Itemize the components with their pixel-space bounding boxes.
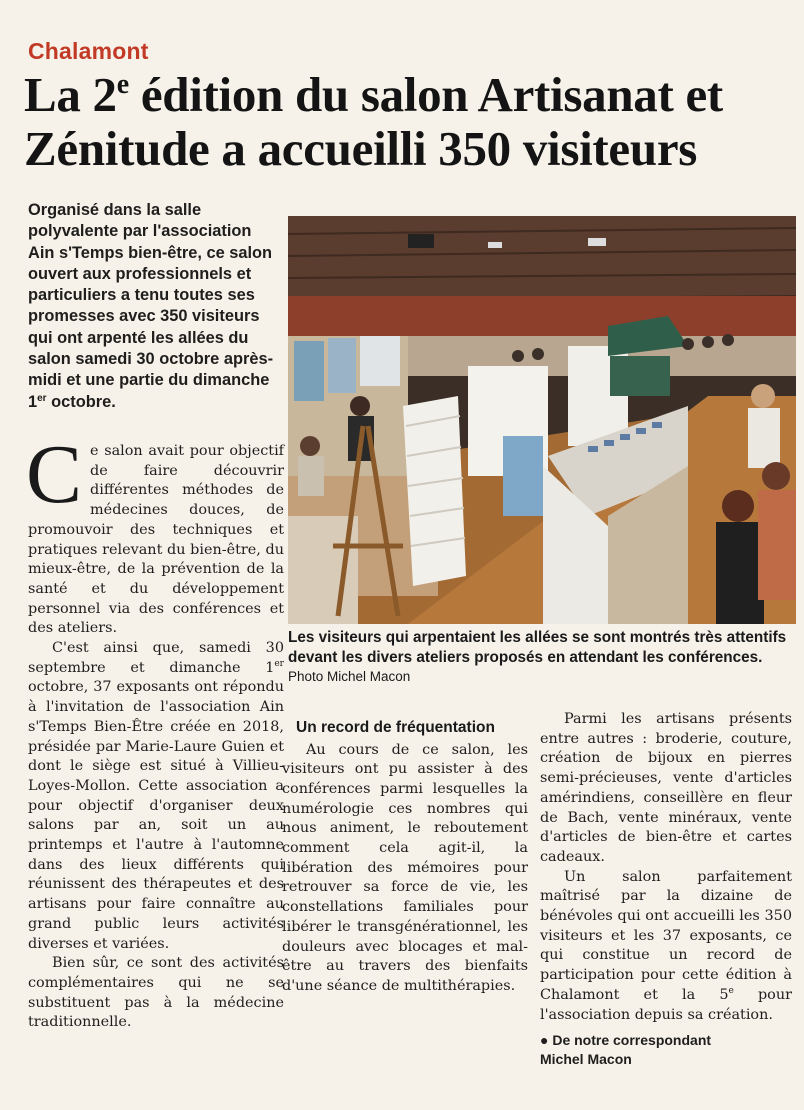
kicker-location: Chalamont [28,38,149,64]
paragraph-exhibitors: C'est ainsi que, samedi 30 septembre et dimanche 1er octobre, 37 exposants ont répondu à l'invitation de l'association Ain s'Temps Bien-Être créée en 2018, présidée par Marie-Laure Guien et dont le siège est situé à Villieu-Loyes-Mollon. Cette association a pour objectif d'organiser deux salons par an, soit un au printemps et l'autre à l'automne dans des lieux différents qui réunissent des thérapeutes et des artisans pour faire connaître au grand public leurs activités diverses et variées. [28,640,284,952]
column-3 [540,710,792,1068]
paragraph-volunteers: Un salon parfaitement maîtrisé par la dizaine de bénévoles qui ont accueilli les 350 visiteurs et les 37 exposants, ce qui constitue un record de participation pour cette édition à Chalamont et la 5e pour l'association depuis sa création. [540,868,792,1023]
photo-caption: Les visiteurs qui arpentaient les allées se sont montrés très attentifs devant les divers ateliers proposés en attendant les conférences. Photo Michel Macon [288,629,787,684]
paragraph-conferences: Au cours de ce salon, les visiteurs ont pu assister à des conférences parmi lesquelles la numérologie ces nombres qui nous animent, le reboutement comment cela agit-il, la libération des mémoires pour retrouver sa force de vie, les constellations familiales pour libérer le transgénérationnel, les douleurs avec blocages et mal-être au travers des bienfaits d'une séance de multithérapies. [282,741,528,994]
drop-cap: C [26,428,83,521]
column-1 [26,428,284,1033]
column-2 [282,704,528,997]
article-lead: Organisé dans la salle polyvalente par l'association Ain s'Temps bien-être, ce salon ouvert aux professionnels et particuliers a tenu toutes ses promesses avec 350 visiteurs qui ont arpenté les allées du salon samedi 30 octobre après-midi et une partie du dimanche 1er octobre. [28,201,274,411]
photo-credit: Photo Michel Macon [288,669,411,684]
paragraph-intro: e salon avait pour objectif de faire découvrir différentes méthodes de médecines douces, de promouvoir des techniques et pratiques relevant du bien-être, du mieux-être, de la prévention de la santé et du développement personnel via des conférences et des ateliers. [28,443,284,637]
byline: ● De notre correspondant Michel Macon [540,1032,712,1067]
subheading-record: Un record de fréquentation [296,719,495,736]
paragraph-artisans: Parmi les artisans présents entre autres : broderie, couture, création de bijoux en pierres semi-précieuses, vente d'articles amérindiens, conseillère en fleur de Bach, vente minéraux, vente d'articles de bien-être et cartes cadeaux. [540,711,792,865]
paragraph-complementary: Bien sûr, ce sont des activités complémentaires qui ne se substituent pas à la médecine traditionnelle. [28,955,284,1031]
event-photo [288,216,796,624]
article-headline: La 2e édition du salon Artisanat et Zénitude a accueilli 350 visiteurs [24,67,723,176]
